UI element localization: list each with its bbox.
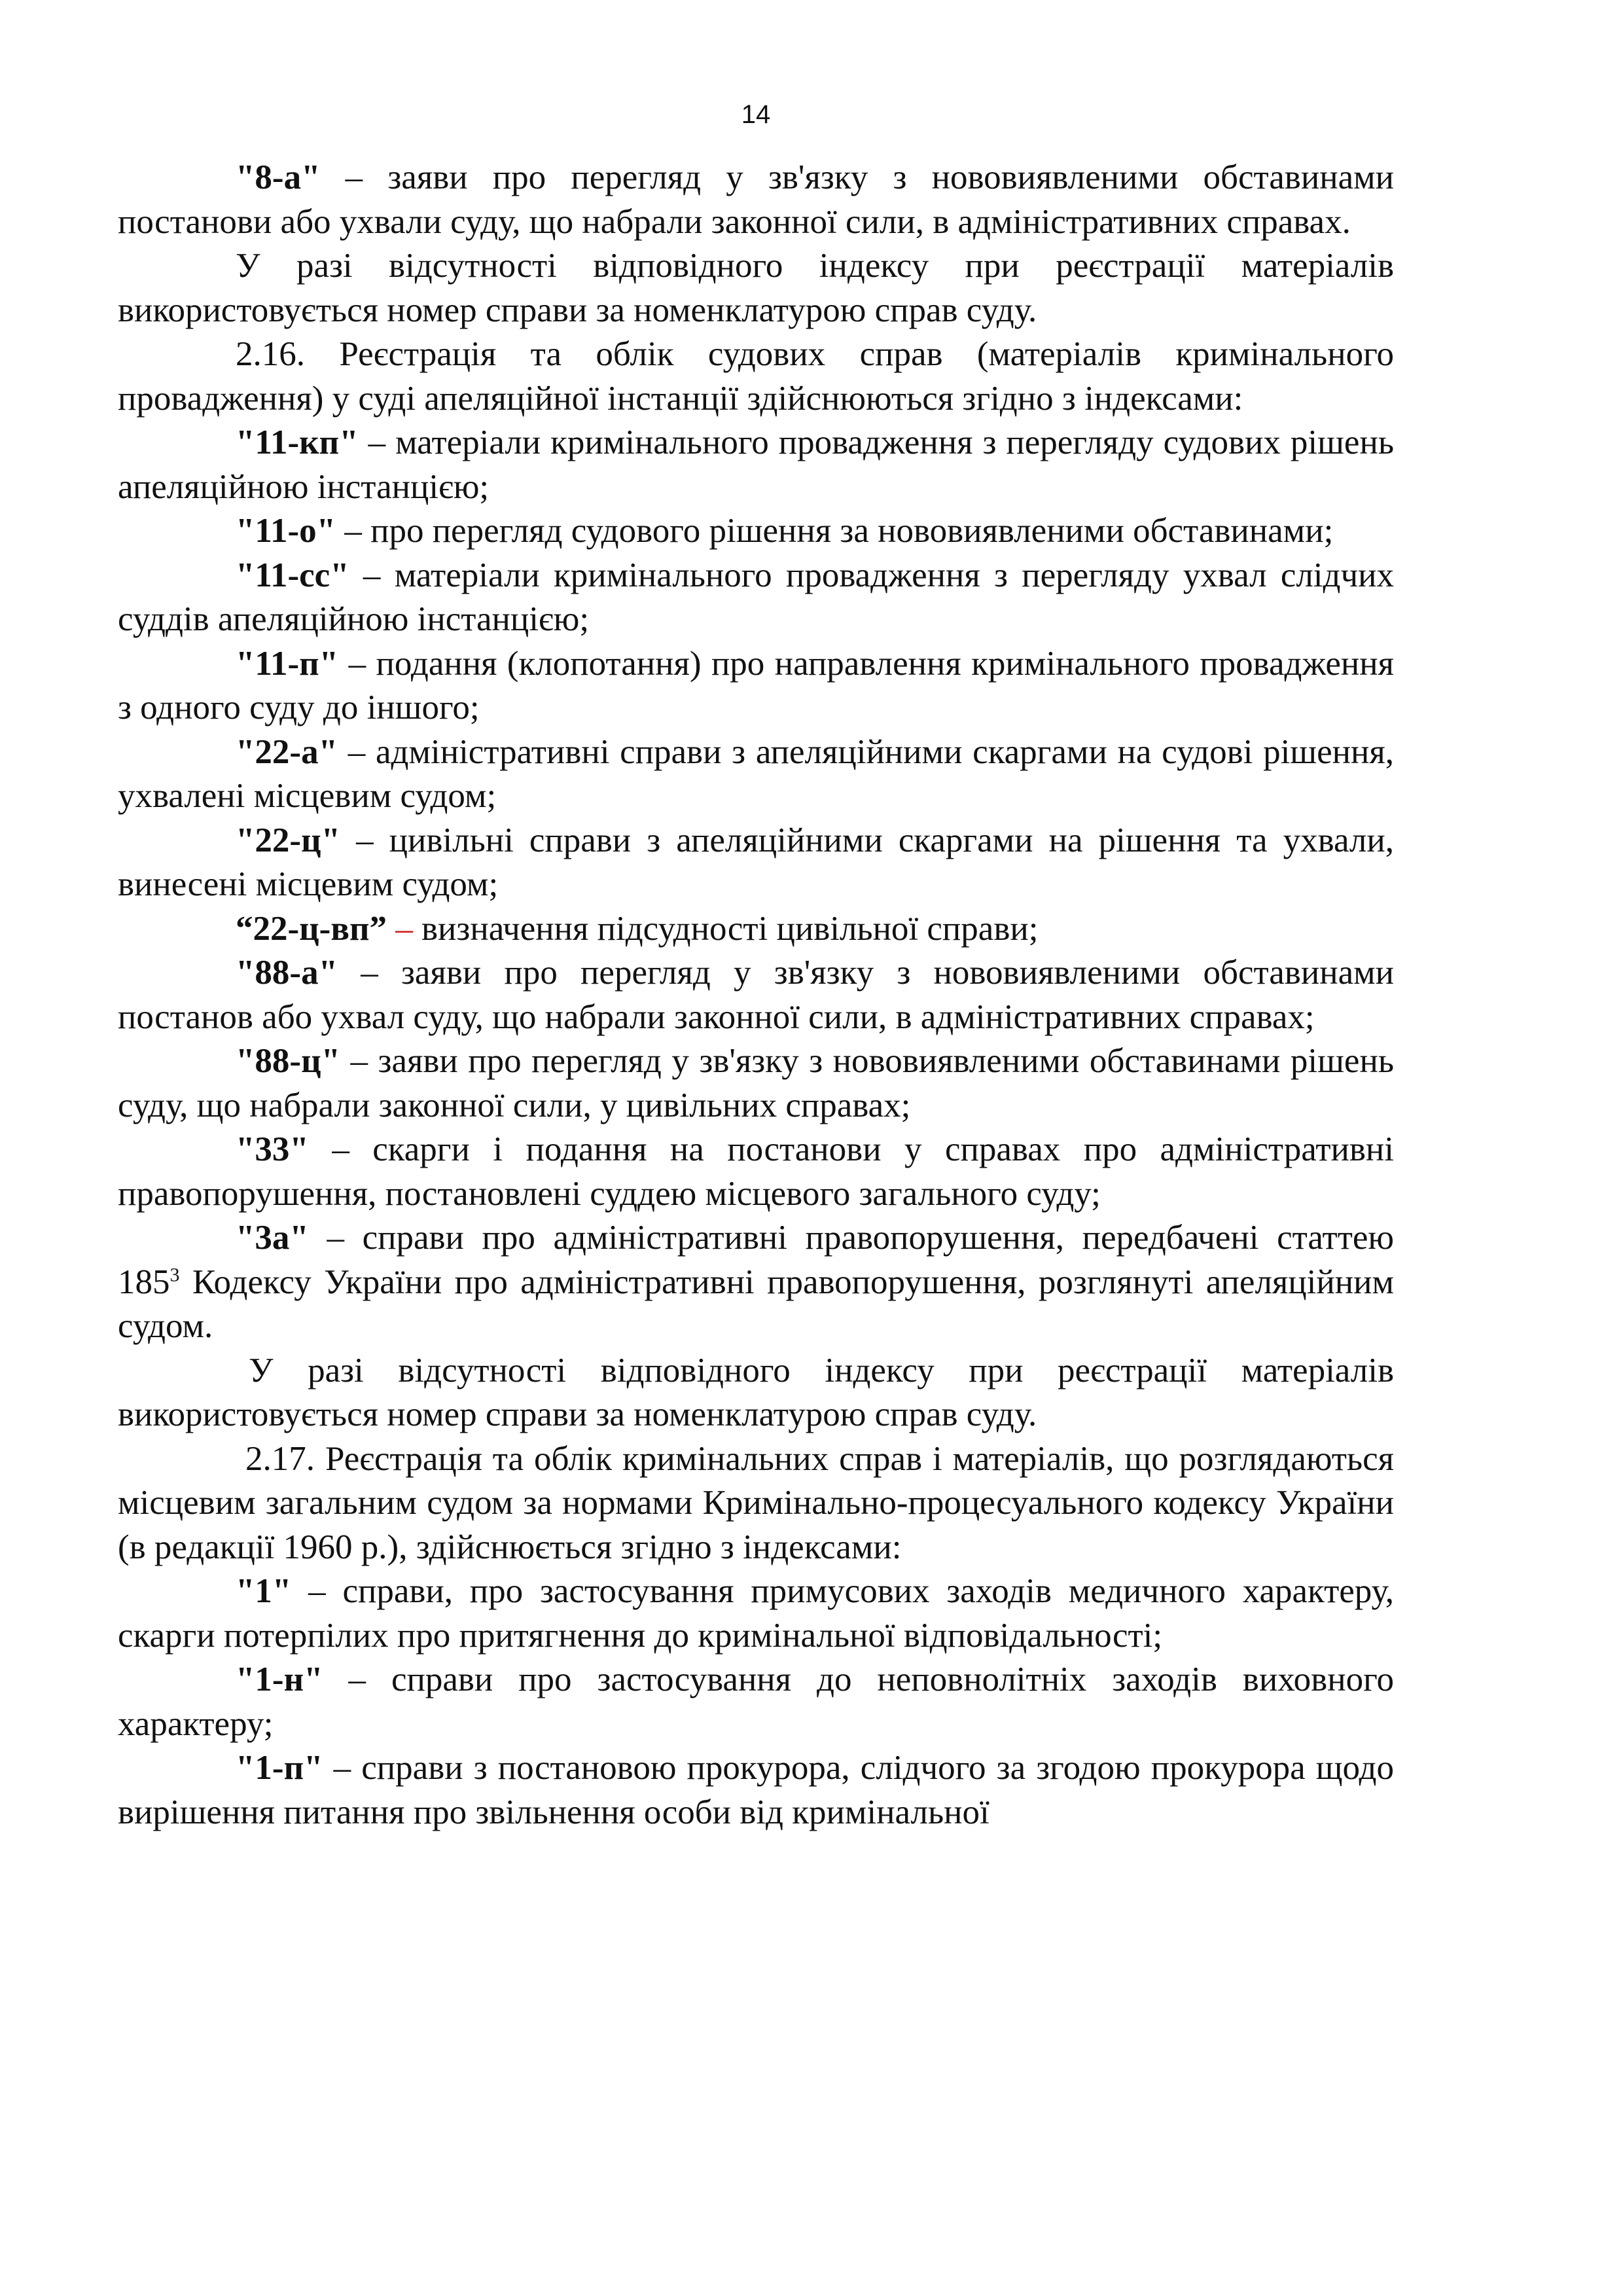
paragraph-text: У разі відсутності відповідного індексу при реєстрації матеріалів використовується номер справи за номенклатурою справ суду. bbox=[118, 247, 1394, 329]
index-code: "11-о" bbox=[236, 512, 336, 550]
paragraph-text: – справи про адміністративні правопорушення, передбачені статтею 185 bbox=[118, 1219, 1394, 1301]
paragraph-index-11ss bbox=[118, 554, 1394, 642]
page-number: 14 bbox=[741, 100, 771, 129]
paragraph-text: – справи, про застосування примусових заходів медичного характеру, скарги потерпілих про притягнення до кримінальної відповідальності; bbox=[118, 1572, 1394, 1655]
index-code: "22-а" bbox=[236, 732, 338, 771]
index-code: "88-ц" bbox=[236, 1042, 341, 1080]
red-dash: – bbox=[387, 909, 421, 948]
paragraph-text: – про перегляд судового рішення за нововиявленими обставинами; bbox=[336, 512, 1334, 550]
paragraph-index-22ts bbox=[118, 819, 1394, 907]
paragraph-note bbox=[118, 244, 1394, 332]
paragraph-text: – подання (клопотання) про направлення кримінального провадження з одного суду до іншого; bbox=[118, 644, 1394, 726]
paragraph-text: – адміністративні справи з апеляційними скаргами на судові рішення, ухвалені місцевим судом; bbox=[118, 732, 1394, 815]
paragraph-note bbox=[118, 1349, 1394, 1437]
index-code: "11-сс" bbox=[236, 556, 349, 594]
index-code: "8-а" bbox=[236, 158, 321, 196]
paragraph-index-8a bbox=[118, 156, 1394, 244]
paragraph-text: – матеріали кримінального провадження з перегляду ухвал слідчих суддів апеляційною інстанцією; bbox=[118, 556, 1394, 638]
paragraph-text: – матеріали кримінального провадження з перегляду судових рішень апеляційною інстанцією; bbox=[118, 423, 1394, 506]
paragraph-index-88a bbox=[118, 951, 1394, 1039]
paragraph-text: 2.17. Реєстрація та облік кримінальних справ і матеріалів, що розглядаються місцевим загальним судом за нормами Кримінально-процесуального кодексу України (в редакції 1960 р.), здійснюється згідно з індексами: bbox=[118, 1439, 1394, 1566]
index-code: "1-н" bbox=[236, 1660, 323, 1698]
paragraph-index-1 bbox=[118, 1570, 1394, 1658]
index-code: "11-кп" bbox=[236, 423, 359, 461]
paragraph-text: визначення підсудності цивільної справи; bbox=[421, 909, 1039, 948]
paragraph-text-continued: Кодексу України про адміністративні правопорушення, розглянуті апеляційним судом. bbox=[118, 1263, 1394, 1345]
paragraph-index-88ts bbox=[118, 1039, 1394, 1128]
index-code: "1" bbox=[236, 1572, 292, 1610]
paragraph-section-2-17 bbox=[118, 1437, 1394, 1570]
paragraph-text: – заяви про перегляд у зв'язку з нововиявленими обставинами постанови або ухвали суду, що набрали законної сили, в адміністративних справах. bbox=[118, 158, 1394, 241]
index-code: "1-п" bbox=[236, 1749, 323, 1787]
paragraph-index-22tsvp bbox=[118, 907, 1394, 952]
paragraph-index-1n bbox=[118, 1658, 1394, 1746]
paragraph-text: – заяви про перегляд у зв'язку з нововиявленими обставинами постанов або ухвал суду, що набрали законної сили, в адміністративних справах; bbox=[118, 954, 1394, 1036]
paragraph-text: – скарги і подання на постанови у справах про адміністративні правопорушення, постановлені суддею місцевого загального суду; bbox=[118, 1130, 1394, 1213]
paragraph-index-3a bbox=[118, 1216, 1394, 1349]
document-body bbox=[118, 156, 1394, 1835]
paragraph-index-11kp bbox=[118, 421, 1394, 509]
paragraph-text: – справи з постановою прокурора, слідчого за згодою прокурора щодо вирішення питання про звільнення особи від кримінальної bbox=[118, 1749, 1394, 1831]
paragraph-text: 2.16. Реєстрація та облік судових справ (матеріалів кримінального провадження) у суді апеляційної інстанції здійснюються згідно з індексами: bbox=[118, 335, 1394, 418]
paragraph-index-11p bbox=[118, 642, 1394, 730]
index-code: "11-п" bbox=[236, 644, 339, 683]
paragraph-text: – справи про застосування до неповнолітніх заходів виховного характеру; bbox=[118, 1660, 1394, 1743]
index-code: "33" bbox=[236, 1130, 309, 1168]
paragraph-index-11o bbox=[118, 509, 1394, 554]
paragraph-index-22a bbox=[118, 730, 1394, 819]
paragraph-section-2-16 bbox=[118, 332, 1394, 421]
paragraph-index-33 bbox=[118, 1128, 1394, 1216]
paragraph-index-1p bbox=[118, 1746, 1394, 1835]
paragraph-text: У разі відсутності відповідного індексу при реєстрації матеріалів використовується номер справи за номенклатурою справ суду. bbox=[118, 1351, 1394, 1433]
index-code: “22-ц-вп” bbox=[236, 909, 387, 948]
index-code: "22-ц" bbox=[236, 821, 341, 859]
index-code: "3а" bbox=[236, 1219, 309, 1257]
index-code: "88-а" bbox=[236, 954, 338, 992]
article-superscript: 3 bbox=[169, 1263, 180, 1285]
paragraph-text: – цивільні справи з апеляційними скаргами на рішення та ухвали, винесені місцевим судом; bbox=[118, 821, 1394, 903]
paragraph-text: – заяви про перегляд у зв'язку з нововиявленими обставинами рішень суду, що набрали законної сили, у цивільних справах; bbox=[118, 1042, 1394, 1124]
